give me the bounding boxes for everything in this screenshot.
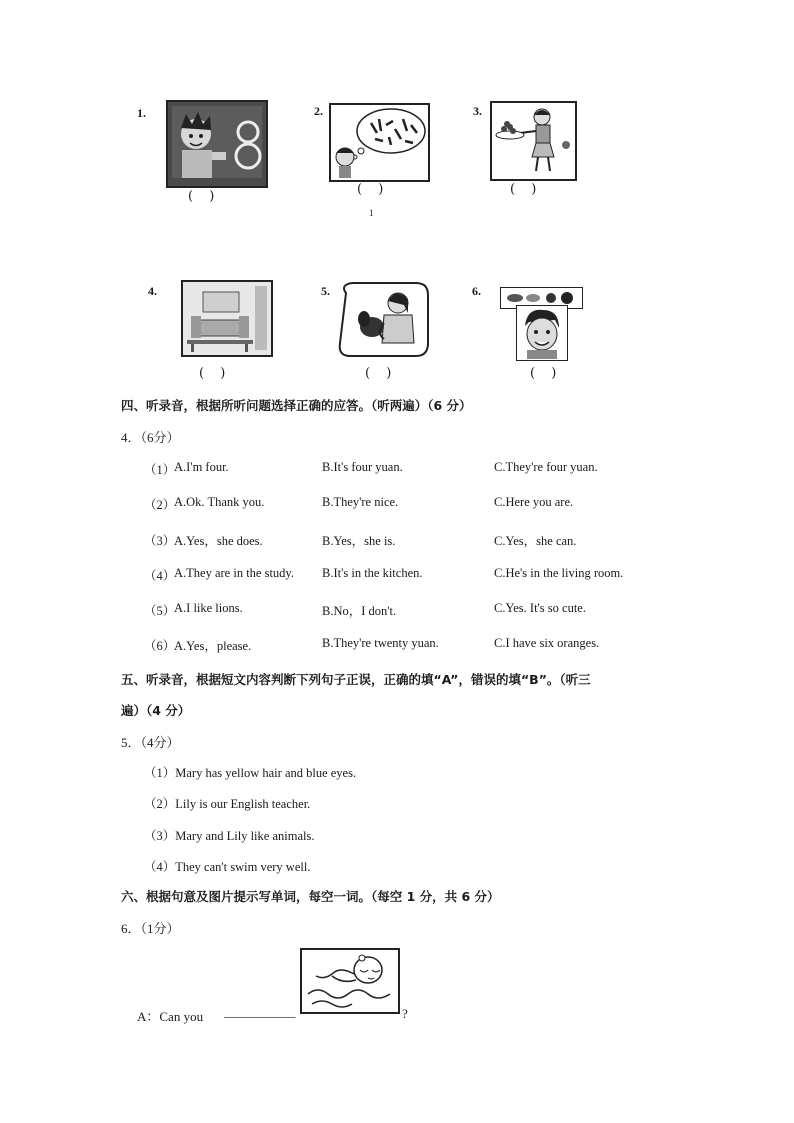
q6-question-mark: ?: [402, 1006, 408, 1021]
q4-row-number: （5）: [144, 604, 176, 618]
picture-boy-number-eight: [166, 100, 268, 188]
answer-paren-5[interactable]: ( ): [365, 366, 398, 381]
picture-swimming: [300, 948, 400, 1014]
picture-number-2: 2.: [314, 104, 323, 118]
q4-row-number: （6）: [144, 639, 176, 653]
q4-2-option-b[interactable]: B.They're nice.: [322, 495, 399, 509]
q4-4-option-a[interactable]: A.They are in the study.: [174, 566, 294, 580]
q4-2-option-c[interactable]: C.Here you are.: [494, 495, 574, 509]
q4-6-option-c[interactable]: C.I have six oranges.: [494, 636, 600, 650]
picture-number-6: 6.: [472, 284, 481, 298]
q4-2-option-a[interactable]: A.Ok. Thank you.: [174, 495, 265, 509]
picture-boy-thinking-sticks: [329, 103, 430, 182]
picture-girl-dog: [336, 281, 431, 358]
answer-paren-6[interactable]: ( ): [530, 366, 563, 381]
question-6-number: 6．（1分）: [121, 921, 180, 936]
picture-number-1: 1.: [137, 106, 146, 120]
q4-6-option-b[interactable]: B.They're twenty yuan.: [322, 636, 439, 650]
q5-statement-4: （4）They can't swim very well.: [144, 860, 311, 874]
q4-row-number: （2）: [144, 498, 176, 512]
section-6-heading: 六、根据句意及图片提示写单词，每空一词。（每空 1 分，共 6 分）: [121, 889, 500, 904]
q5-statement-2: （2）Lily is our English teacher.: [144, 797, 311, 811]
q4-row-number: （3）: [144, 534, 176, 548]
q4-3-option-a[interactable]: A.Yes，she does.: [174, 534, 263, 548]
boy-face-illustration: [517, 306, 566, 359]
q4-row-number: （1）: [144, 463, 176, 477]
q4-1-option-c[interactable]: C.They're four yuan.: [494, 460, 598, 474]
boy-eight-illustration: [168, 102, 266, 186]
q4-3-option-b[interactable]: B.Yes，she is.: [322, 534, 396, 548]
question-5-number: 5．（4分）: [121, 735, 180, 750]
section-5-heading-line2: 遍）（4 分）: [121, 703, 191, 718]
q6-prompt: A：Can you: [137, 1009, 204, 1024]
girl-dog-illustration: [336, 281, 431, 358]
question-4-number: 4．（6分）: [121, 430, 180, 445]
q4-3-option-c[interactable]: C.Yes，she can.: [494, 534, 577, 548]
q4-5-option-c[interactable]: C.Yes. It's so cute.: [494, 601, 586, 615]
answer-paren-1[interactable]: ( ): [188, 189, 221, 204]
q4-1-option-b[interactable]: B.It's four yuan.: [322, 460, 403, 474]
picture-boy-face: [516, 305, 568, 361]
q4-row-number: （4）: [144, 569, 176, 583]
q4-5-option-b[interactable]: B.No，I don't.: [322, 604, 397, 618]
answer-paren-2[interactable]: ( ): [357, 182, 390, 197]
answer-paren-4[interactable]: ( ): [199, 366, 232, 381]
swimmer-illustration: [302, 950, 398, 1012]
q4-4-option-b[interactable]: B.It's in the kitchen.: [322, 566, 423, 580]
q4-6-option-a[interactable]: A.Yes，please.: [174, 639, 252, 653]
living-room-illustration: [183, 282, 271, 355]
q4-5-option-a[interactable]: A.I like lions.: [174, 601, 243, 615]
picture-number-5: 5.: [321, 284, 330, 298]
picture-number-4: 4.: [148, 284, 157, 298]
page-mark: 1: [369, 208, 374, 218]
picture-number-3: 3.: [473, 104, 482, 118]
q6-answer-blank[interactable]: ___________: [224, 1004, 296, 1019]
section-4-heading: 四、听录音，根据所听问题选择正确的应答。（听两遍）（6 分）: [121, 398, 472, 413]
picture-girl-grapes: [490, 101, 577, 181]
q4-4-option-c[interactable]: C.He's in the living room.: [494, 566, 624, 580]
thinking-illustration: [331, 105, 428, 180]
q4-1-option-a[interactable]: A.I'm four.: [174, 460, 229, 474]
girl-grapes-illustration: [492, 103, 575, 179]
picture-living-room: [181, 280, 273, 357]
q5-statement-1: （1）Mary has yellow hair and blue eyes.: [144, 766, 357, 780]
q5-statement-3: （3）Mary and Lily like animals.: [144, 829, 315, 843]
answer-paren-3[interactable]: ( ): [510, 182, 543, 197]
section-5-heading-line1: 五、听录音，根据短文内容判断下列句子正误，正确的填“A”，错误的填“B”。（听三: [121, 672, 591, 687]
